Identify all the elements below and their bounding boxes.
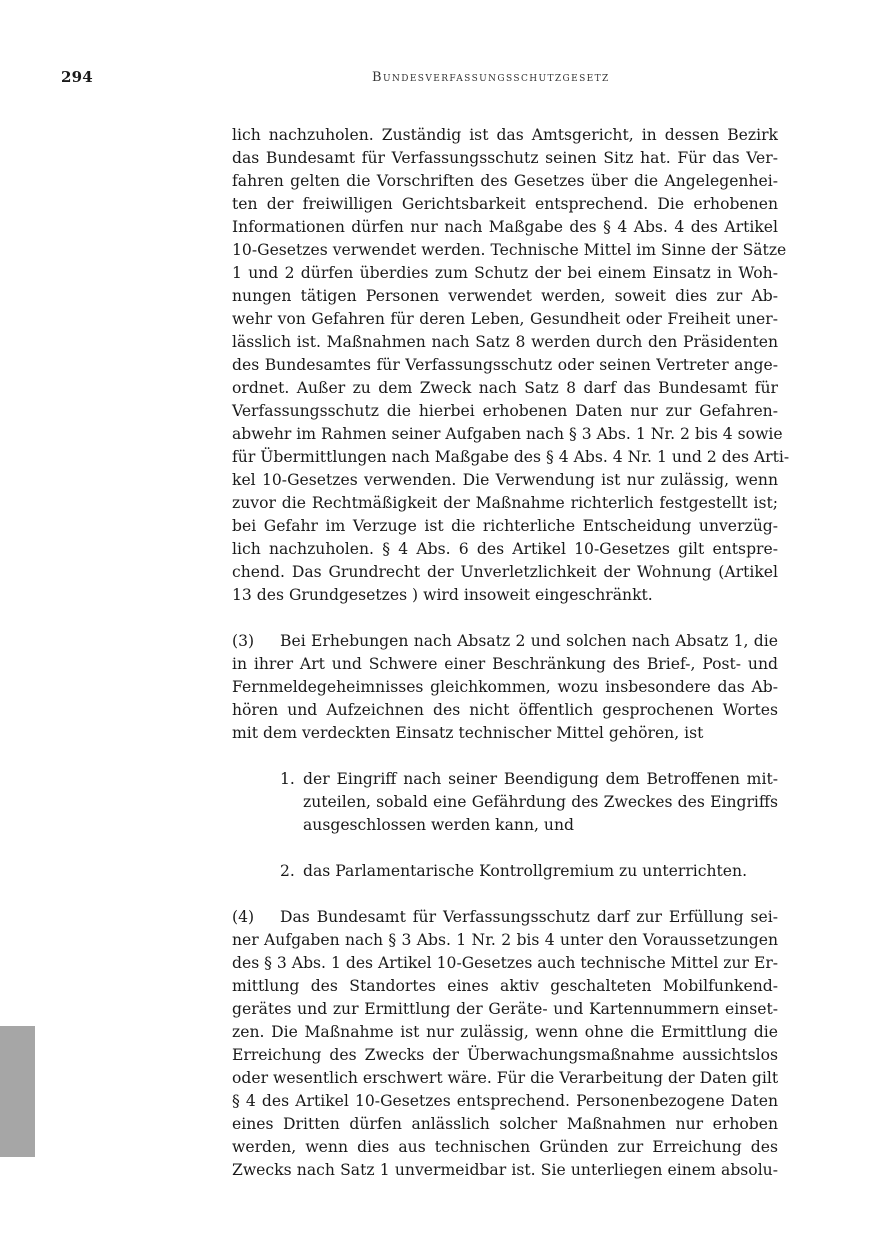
text-line: ordnet. Außer zu dem Zweck nach Satz 8 darf das Bundesamt für — [232, 379, 778, 397]
text-line: Erreichung des Zwecks der Überwachungsmaßnahme aussichtslos — [232, 1046, 778, 1064]
text-line: § 4 des Artikel 10-Gesetzes entsprechend. Personenbezogene Daten — [232, 1092, 778, 1110]
text-line: werden, wenn dies aus technischen Gründen zur Erreichung des — [232, 1138, 778, 1156]
text-line: lässlich ist. Maßnahmen nach Satz 8 werden durch den Präsidenten — [232, 333, 778, 351]
paragraph-number: (3) — [232, 632, 255, 650]
text-line: abwehr im Rahmen seiner Aufgaben nach § 3 Abs. 1 Nr. 2 bis 4 sowie — [232, 425, 783, 443]
text-line: kel 10-Gesetzes verwenden. Die Verwendung ist nur zulässig, wenn — [232, 471, 778, 489]
text-line: des Bundesamtes für Verfassungsschutz oder seinen Vertreter ange- — [232, 356, 778, 374]
text-line: zen. Die Maßnahme ist nur zulässig, wenn ohne die Ermittlung die — [232, 1023, 778, 1041]
paragraph-number: (4) — [232, 908, 255, 926]
text-line: (3) Bei Erhebungen nach Absatz 2 und solchen nach Absatz 1, die — [232, 630, 778, 653]
text-line: ausgeschlossen werden kann, und — [303, 816, 574, 834]
text-line: eines Dritten dürfen anlässlich solcher Maßnahmen nur erhoben — [232, 1115, 778, 1133]
text-line: des § 3 Abs. 1 des Artikel 10-Gesetzes auch technische Mittel zur Er- — [232, 954, 779, 972]
paragraph-4 — [232, 906, 778, 1182]
text-line: lich nachzuholen. Zuständig ist das Amtsgericht, in dessen Bezirk — [232, 126, 778, 144]
text-line: gerätes und zur Ermittlung der Geräte- und Kartennummern einset- — [232, 1000, 778, 1018]
text-line: oder wesentlich erschwert wäre. Für die Verarbeitung der Daten gilt — [232, 1069, 779, 1087]
text-line: das Bundesamt für Verfassungsschutz seinen Sitz hat. Für das Ver- — [232, 149, 778, 167]
text-line: Zwecks nach Satz 1 unvermeidbar ist. Sie unterliegen einem absolu- — [232, 1161, 778, 1179]
paragraph-3 — [232, 630, 778, 745]
text-line: in ihrer Art und Schwere einer Beschränkung des Brief-, Post- und — [232, 655, 778, 673]
text-line: ten der freiwilligen Gerichtsbarkeit entsprechend. Die erhobenen — [232, 195, 778, 213]
list-number: 1. — [280, 770, 295, 788]
body-text — [232, 124, 790, 1182]
text-line: hören und Aufzeichnen des nicht öffentlich gesprochenen Wortes — [232, 701, 778, 719]
list-item — [232, 768, 778, 837]
continuation-paragraph — [232, 124, 790, 607]
text-line: der Eingriff nach seiner Beendigung dem Betroffenen mit- — [303, 770, 778, 788]
text-line: 13 des Grundgesetzes ) wird insoweit eingeschränkt. — [232, 586, 653, 604]
text-line: mit dem verdeckten Einsatz technischer Mittel gehören, ist — [232, 724, 704, 742]
text-line: Informationen dürfen nur nach Maßgabe des § 4 Abs. 4 des Artikel — [232, 218, 778, 236]
chapter-thumb-tab — [0, 1026, 35, 1157]
text-line: wehr von Gefahren für deren Leben, Gesundheit oder Freiheit uner- — [232, 310, 778, 328]
list-item — [232, 860, 778, 883]
text-line: Fernmeldegeheimnisses gleichkommen, wozu insbesondere das Ab- — [232, 678, 778, 696]
text-line: mittlung des Standortes eines aktiv geschalteten Mobilfunkend- — [232, 977, 778, 995]
text-line: 10-Gesetzes verwendet werden. Technische Mittel im Sinne der Sätze — [232, 241, 787, 259]
text-line: Verfassungsschutz die hierbei erhobenen Daten nur zur Gefahren- — [232, 402, 778, 420]
text-line: lich nachzuholen. § 4 Abs. 6 des Artikel 10-Gesetzes gilt entspre- — [232, 540, 778, 558]
text-line: bei Gefahr im Verzuge ist die richterliche Entscheidung unverzüg- — [232, 517, 778, 535]
list-number: 2. — [280, 862, 295, 880]
running-head: Bundesverfassungsschutzgesetz — [372, 70, 610, 85]
text-line: für Übermittlungen nach Maßgabe des § 4 Abs. 4 Nr. 1 und 2 des Arti- — [232, 448, 790, 466]
text-line: nungen tätigen Personen verwendet werden, soweit dies zur Ab- — [232, 287, 778, 305]
text-line: 1 und 2 dürfen überdies zum Schutz der bei einem Einsatz in Woh- — [232, 264, 778, 282]
text-line: das Parlamentarische Kontrollgremium zu unterrichten. — [303, 862, 748, 880]
text-line: fahren gelten die Vorschriften des Gesetzes über die Angelegenhei- — [232, 172, 778, 190]
page-number: 294 — [61, 68, 93, 86]
text-line: (4) Das Bundesamt für Verfassungsschutz darf zur Erfüllung sei- — [232, 906, 778, 929]
text-line: ner Aufgaben nach § 3 Abs. 1 Nr. 2 bis 4 unter den Voraussetzungen — [232, 931, 778, 949]
text-line: zuteilen, sobald eine Gefährdung des Zweckes des Eingriffs — [303, 793, 778, 811]
text-line: zuvor die Rechtmäßigkeit der Maßnahme richterlich festgestellt ist; — [232, 494, 778, 512]
text-line: chend. Das Grundrecht der Unverletzlichkeit der Wohnung (Artikel — [232, 563, 778, 581]
